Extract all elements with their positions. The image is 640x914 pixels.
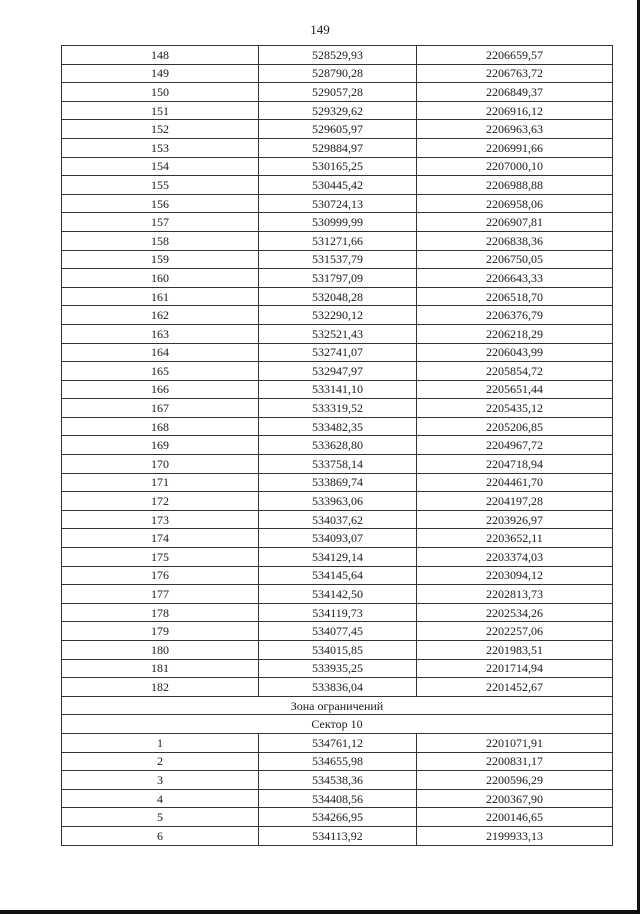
x-coordinate-cell: 534077,45: [259, 622, 417, 641]
table-row: [62, 176, 613, 195]
x-coordinate-cell: 534655,98: [259, 752, 417, 771]
y-coordinate-cell: 2206991,66: [417, 138, 613, 157]
y-coordinate-cell: 2200146,65: [417, 808, 613, 827]
table-row: [62, 771, 613, 790]
x-coordinate-cell: 534037,62: [259, 510, 417, 529]
table-row: [62, 194, 613, 213]
y-coordinate-cell: 2206838,36: [417, 231, 613, 250]
y-coordinate-cell: 2205651,44: [417, 380, 613, 399]
table-row: [62, 64, 613, 83]
point-number-cell: 179: [62, 622, 259, 641]
x-coordinate-cell: 529057,28: [259, 83, 417, 102]
y-coordinate-cell: 2206907,81: [417, 213, 613, 232]
x-coordinate-cell: 532521,43: [259, 324, 417, 343]
y-coordinate-cell: 2203374,03: [417, 548, 613, 567]
y-coordinate-cell: 2206849,37: [417, 83, 613, 102]
table-row: [62, 157, 613, 176]
y-coordinate-cell: 2206763,72: [417, 64, 613, 83]
point-number-cell: 4: [62, 789, 259, 808]
y-coordinate-cell: 2205206,85: [417, 417, 613, 436]
point-number-cell: 167: [62, 399, 259, 418]
y-coordinate-cell: 2206643,33: [417, 269, 613, 288]
x-coordinate-cell: 530999,99: [259, 213, 417, 232]
x-coordinate-cell: 534129,14: [259, 548, 417, 567]
x-coordinate-cell: 530165,25: [259, 157, 417, 176]
table-row: [62, 138, 613, 157]
x-coordinate-cell: 534113,92: [259, 826, 417, 845]
zone-header-group: [62, 696, 613, 733]
table-row: [62, 324, 613, 343]
table-row: [62, 492, 613, 511]
y-coordinate-cell: 2206518,70: [417, 287, 613, 306]
x-coordinate-cell: 534538,36: [259, 771, 417, 790]
table-row: [62, 436, 613, 455]
point-number-cell: 182: [62, 678, 259, 697]
y-coordinate-cell: 2207000,10: [417, 157, 613, 176]
x-coordinate-cell: 533758,14: [259, 455, 417, 474]
zone-title-row: [62, 696, 613, 715]
x-coordinate-cell: 532290,12: [259, 306, 417, 325]
x-coordinate-cell: 529329,62: [259, 101, 417, 120]
scan-edge-bottom: [0, 910, 640, 914]
y-coordinate-cell: 2206218,29: [417, 324, 613, 343]
table-row: [62, 287, 613, 306]
x-coordinate-cell: 530445,42: [259, 176, 417, 195]
y-coordinate-cell: 2200831,17: [417, 752, 613, 771]
y-coordinate-cell: 2206958,06: [417, 194, 613, 213]
point-number-cell: 180: [62, 641, 259, 660]
coordinates-table: [61, 45, 613, 846]
y-coordinate-cell: 2203926,97: [417, 510, 613, 529]
x-coordinate-cell: 528529,93: [259, 46, 417, 65]
table-row: [62, 473, 613, 492]
point-number-cell: 6: [62, 826, 259, 845]
x-coordinate-cell: 533141,10: [259, 380, 417, 399]
point-number-cell: 155: [62, 176, 259, 195]
point-number-cell: 152: [62, 120, 259, 139]
x-coordinate-cell: 533963,06: [259, 492, 417, 511]
table-row: [62, 603, 613, 622]
table-row: [62, 510, 613, 529]
table-row: [62, 101, 613, 120]
x-coordinate-cell: 534266,95: [259, 808, 417, 827]
point-number-cell: 2: [62, 752, 259, 771]
point-number-cell: 177: [62, 585, 259, 604]
table-row: [62, 659, 613, 678]
table-row: [62, 399, 613, 418]
y-coordinate-cell: 2206963,63: [417, 120, 613, 139]
point-number-cell: 159: [62, 250, 259, 269]
point-number-cell: 150: [62, 83, 259, 102]
point-number-cell: 151: [62, 101, 259, 120]
x-coordinate-cell: 532947,97: [259, 362, 417, 381]
x-coordinate-cell: 533482,35: [259, 417, 417, 436]
point-number-cell: 158: [62, 231, 259, 250]
point-number-cell: 173: [62, 510, 259, 529]
sector-title: Сектор 10: [62, 715, 613, 734]
table-row: [62, 83, 613, 102]
sector-table-body: [62, 733, 613, 845]
y-coordinate-cell: 2201452,67: [417, 678, 613, 697]
point-number-cell: 5: [62, 808, 259, 827]
point-number-cell: 171: [62, 473, 259, 492]
y-coordinate-cell: 2204197,28: [417, 492, 613, 511]
y-coordinate-cell: 2199933,13: [417, 826, 613, 845]
y-coordinate-cell: 2204461,70: [417, 473, 613, 492]
point-number-cell: 168: [62, 417, 259, 436]
table-row: [62, 678, 613, 697]
x-coordinate-cell: 529884,97: [259, 138, 417, 157]
y-coordinate-cell: 2203652,11: [417, 529, 613, 548]
table-row: [62, 808, 613, 827]
table-row: [62, 455, 613, 474]
point-number-cell: 148: [62, 46, 259, 65]
y-coordinate-cell: 2206659,57: [417, 46, 613, 65]
table-row: [62, 752, 613, 771]
y-coordinate-cell: 2202257,06: [417, 622, 613, 641]
point-number-cell: 172: [62, 492, 259, 511]
y-coordinate-cell: 2200596,29: [417, 771, 613, 790]
sector-title-row: [62, 715, 613, 734]
point-number-cell: 181: [62, 659, 259, 678]
x-coordinate-cell: 532048,28: [259, 287, 417, 306]
table-row: [62, 529, 613, 548]
y-coordinate-cell: 2206376,79: [417, 306, 613, 325]
y-coordinate-cell: 2202534,26: [417, 603, 613, 622]
y-coordinate-cell: 2206750,05: [417, 250, 613, 269]
point-number-cell: 1: [62, 733, 259, 752]
x-coordinate-cell: 534142,50: [259, 585, 417, 604]
point-number-cell: 164: [62, 343, 259, 362]
x-coordinate-cell: 531271,66: [259, 231, 417, 250]
point-number-cell: 176: [62, 566, 259, 585]
table-row: [62, 380, 613, 399]
x-coordinate-cell: 534119,73: [259, 603, 417, 622]
point-number-cell: 170: [62, 455, 259, 474]
point-number-cell: 175: [62, 548, 259, 567]
point-number-cell: 162: [62, 306, 259, 325]
x-coordinate-cell: 534761,12: [259, 733, 417, 752]
coordinates-table-body: [62, 46, 613, 697]
table-row: [62, 826, 613, 845]
table-row: [62, 417, 613, 436]
y-coordinate-cell: 2206988,88: [417, 176, 613, 195]
table-row: [62, 733, 613, 752]
table-row: [62, 641, 613, 660]
table-row: [62, 250, 613, 269]
x-coordinate-cell: 534015,85: [259, 641, 417, 660]
point-number-cell: 3: [62, 771, 259, 790]
table-row: [62, 306, 613, 325]
point-number-cell: 165: [62, 362, 259, 381]
y-coordinate-cell: 2206043,99: [417, 343, 613, 362]
point-number-cell: 157: [62, 213, 259, 232]
point-number-cell: 178: [62, 603, 259, 622]
table-row: [62, 548, 613, 567]
y-coordinate-cell: 2201071,91: [417, 733, 613, 752]
x-coordinate-cell: 533935,25: [259, 659, 417, 678]
x-coordinate-cell: 533628,80: [259, 436, 417, 455]
y-coordinate-cell: 2200367,90: [417, 789, 613, 808]
x-coordinate-cell: 534145,64: [259, 566, 417, 585]
point-number-cell: 169: [62, 436, 259, 455]
y-coordinate-cell: 2205435,12: [417, 399, 613, 418]
x-coordinate-cell: 533869,74: [259, 473, 417, 492]
x-coordinate-cell: 531537,79: [259, 250, 417, 269]
y-coordinate-cell: 2201714,94: [417, 659, 613, 678]
point-number-cell: 153: [62, 138, 259, 157]
x-coordinate-cell: 533836,04: [259, 678, 417, 697]
y-coordinate-cell: 2201983,51: [417, 641, 613, 660]
point-number-cell: 149: [62, 64, 259, 83]
x-coordinate-cell: 534093,07: [259, 529, 417, 548]
x-coordinate-cell: 534408,56: [259, 789, 417, 808]
table-row: [62, 46, 613, 65]
table-row: [62, 343, 613, 362]
y-coordinate-cell: 2203094,12: [417, 566, 613, 585]
table-row: [62, 231, 613, 250]
x-coordinate-cell: 530724,13: [259, 194, 417, 213]
zone-title: Зона ограничений: [62, 696, 613, 715]
x-coordinate-cell: 528790,28: [259, 64, 417, 83]
x-coordinate-cell: 533319,52: [259, 399, 417, 418]
table-row: [62, 269, 613, 288]
y-coordinate-cell: 2205854,72: [417, 362, 613, 381]
y-coordinate-cell: 2204718,94: [417, 455, 613, 474]
table-row: [62, 585, 613, 604]
x-coordinate-cell: 532741,07: [259, 343, 417, 362]
point-number-cell: 163: [62, 324, 259, 343]
point-number-cell: 156: [62, 194, 259, 213]
table-row: [62, 362, 613, 381]
point-number-cell: 154: [62, 157, 259, 176]
y-coordinate-cell: 2206916,12: [417, 101, 613, 120]
y-coordinate-cell: 2204967,72: [417, 436, 613, 455]
point-number-cell: 166: [62, 380, 259, 399]
table-row: [62, 566, 613, 585]
point-number-cell: 174: [62, 529, 259, 548]
table-row: [62, 789, 613, 808]
point-number-cell: 160: [62, 269, 259, 288]
point-number-cell: 161: [62, 287, 259, 306]
table-row: [62, 120, 613, 139]
y-coordinate-cell: 2202813,73: [417, 585, 613, 604]
table-row: [62, 622, 613, 641]
x-coordinate-cell: 529605,97: [259, 120, 417, 139]
x-coordinate-cell: 531797,09: [259, 269, 417, 288]
table-row: [62, 213, 613, 232]
page-number: 149: [310, 22, 330, 37]
